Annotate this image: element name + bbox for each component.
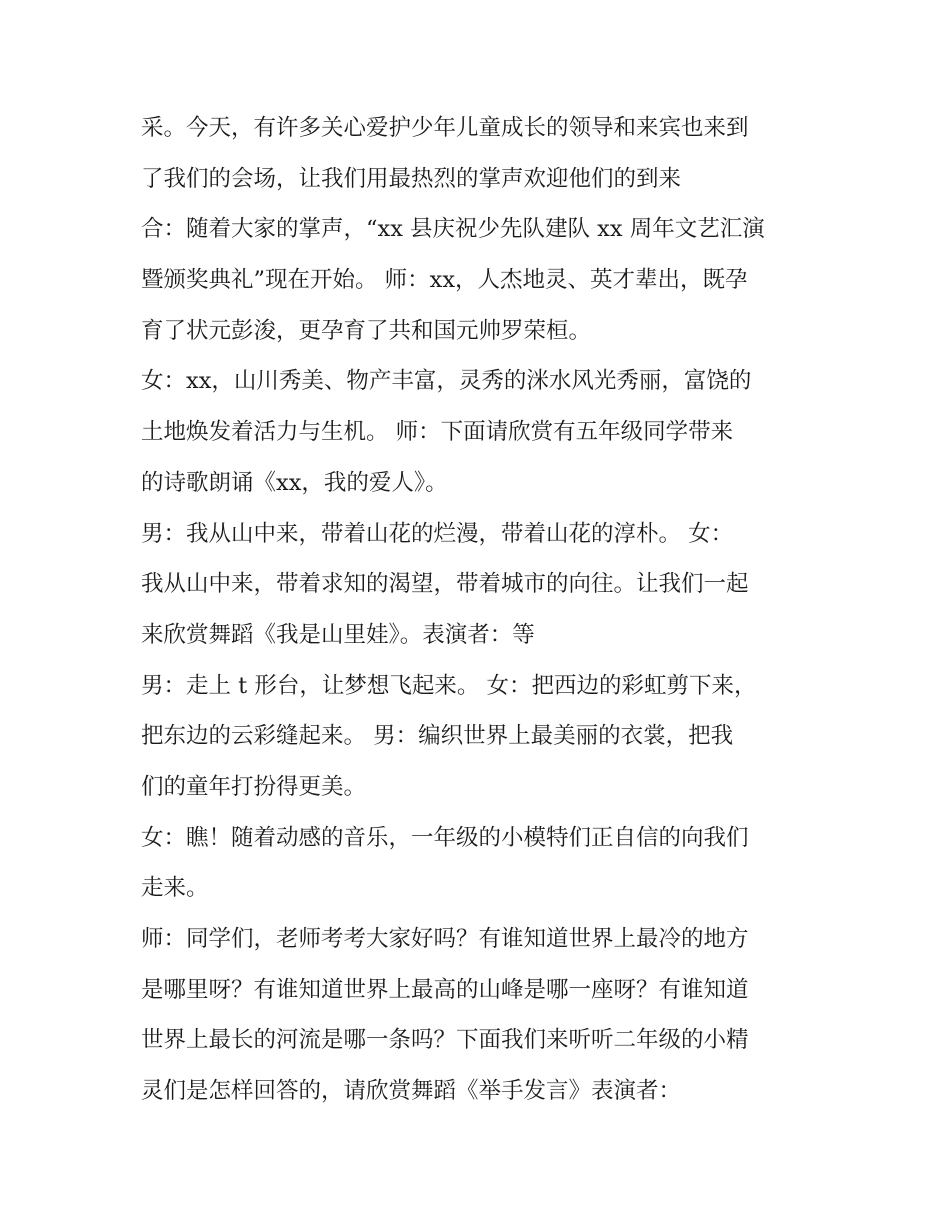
text-line: 走来。 — [141, 875, 209, 902]
text-line: 的诗歌朗诵《xx，我的爱人》。 — [141, 469, 448, 496]
text-line: 我从山中来，带着求知的渴望，带着城市的向往。让我们一起 — [141, 571, 749, 598]
text-line: 们的童年打扮得更美。 — [141, 773, 367, 800]
document-body — [141, 103, 821, 1117]
text-line: 是哪里呀？有谁知道世界上最高的山峰是哪一座呀？有谁知道 — [141, 976, 749, 1003]
text-line: 男：我从山中来，带着山花的烂漫，带着山花的淳朴。 女： — [141, 520, 734, 547]
text-line: 灵们是怎样回答的，请欣赏舞蹈《举手发言》表演者： — [141, 1078, 682, 1105]
text-line: 了我们的会场，让我们用最热烈的掌声欢迎他们的到来 — [141, 165, 682, 192]
text-line: 来欣赏舞蹈《我是山里娃》。表演者：等 — [141, 621, 535, 648]
text-line: 女：xx，山川秀美、物产丰富，灵秀的洣水风光秀丽，富饶的 — [141, 368, 752, 395]
text-line: 土地焕发着活力与生机。 师：下面请欣赏有五年级同学带来 — [141, 419, 734, 446]
text-line: 男：走上 t 形台，让梦想飞起来。 女：把西边的彩虹剪下来， — [141, 672, 757, 699]
text-line: 女：瞧！随着动感的音乐，一年级的小模特们正自信的向我们 — [141, 824, 749, 851]
text-line: 育了状元彭浚，更孕育了共和国元帅罗荣桓。 — [141, 317, 592, 344]
text-line: 把东边的云彩缝起来。 男：编织世界上最美丽的衣裳，把我 — [141, 723, 734, 750]
text-line: 合：随着大家的掌声，“xx 县庆祝少先队建队 xx 周年文艺汇演 — [141, 216, 765, 243]
text-line: 暨颁奖典礼”现在开始。 师：xx，人杰地灵、英才辈出，既孕 — [141, 267, 748, 294]
text-line: 师：同学们，老师考考大家好吗？有谁知道世界上最冷的地方 — [141, 926, 749, 952]
text-line: 采。今天，有许多关心爱护少年儿童成长的领导和来宾也来到 — [141, 115, 749, 141]
text-line: 世界上最长的河流是哪一条吗？下面我们来听听二年级的小精 — [141, 1027, 749, 1054]
